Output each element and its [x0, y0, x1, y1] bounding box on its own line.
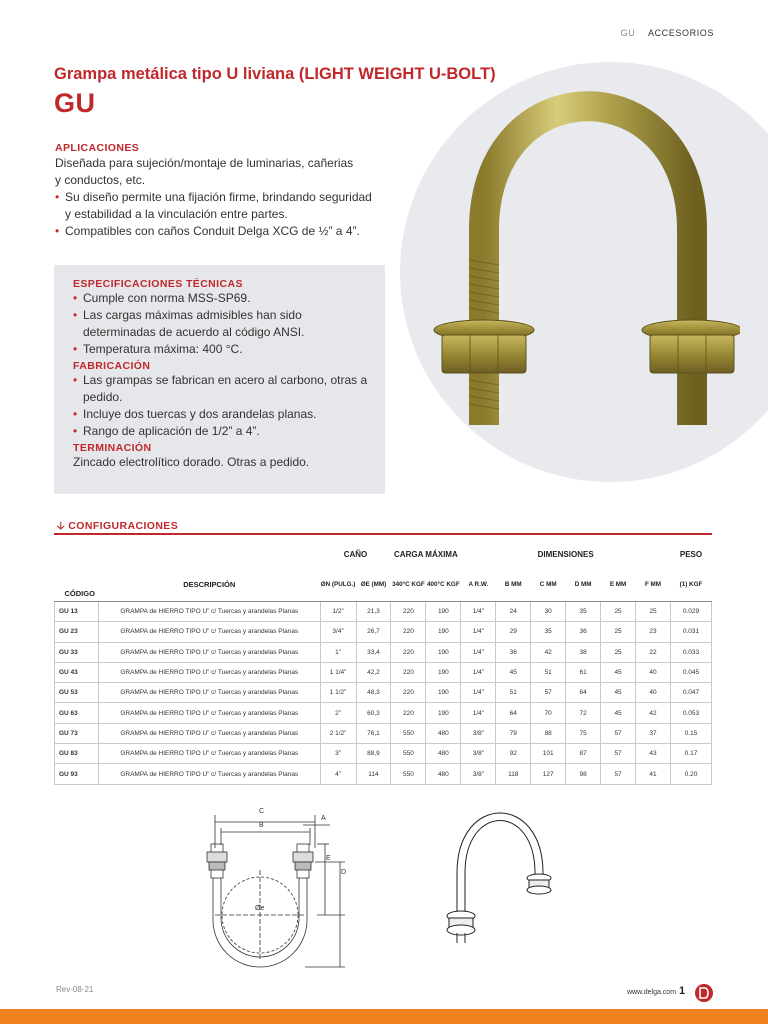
- applications-intro: [55, 155, 395, 189]
- cell-d: 72: [566, 703, 601, 723]
- cell-peso: 0.029: [670, 602, 711, 622]
- table-row: [55, 703, 712, 723]
- applications-bullet: [55, 189, 395, 223]
- cell-a: 1/4”: [461, 622, 496, 642]
- cell-desc: GRAMPA de HIERRO TIPO U” c/ Tuercas y arandelas Planas: [98, 602, 320, 622]
- cell-on: 1 1/2”: [320, 683, 356, 703]
- applications-intro-line-1: Diseñada para sujeción/montaje de luminarias, cañerias: [55, 156, 354, 170]
- cell-d: 35: [566, 602, 601, 622]
- cell-a: 3/8”: [461, 744, 496, 764]
- configurations-table-body: [55, 602, 712, 785]
- col-f: F MM: [636, 568, 671, 602]
- cell-e: 25: [601, 622, 636, 642]
- group-peso: PESO: [679, 549, 703, 559]
- spec-item: • Temperatura máxima: 400 °C.: [73, 341, 373, 358]
- cell-c400: 480: [426, 764, 461, 784]
- cell-e: 45: [601, 683, 636, 703]
- cell-b: 92: [496, 744, 531, 764]
- cell-d: 75: [566, 723, 601, 743]
- cell-desc: GRAMPA de HIERRO TIPO U” c/ Tuercas y arandelas Planas: [98, 764, 320, 784]
- cell-c400: 190: [426, 703, 461, 723]
- cell-e: 57: [601, 764, 636, 784]
- cell-c: 30: [531, 602, 566, 622]
- dim-label-a: A: [321, 815, 326, 822]
- cell-code: GU 53: [55, 683, 99, 703]
- delga-logo-mark: [695, 984, 713, 1002]
- u-bolt-3d-drawing: [435, 798, 565, 948]
- table-row: [55, 662, 712, 682]
- cell-oe: 76,1: [356, 723, 391, 743]
- cell-oe: 42,2: [356, 662, 391, 682]
- col-a: A R.W.: [461, 568, 496, 602]
- cell-code: GU 43: [55, 662, 99, 682]
- cell-code: GU 13: [55, 602, 99, 622]
- cell-on: 1”: [320, 642, 356, 662]
- cell-d: 98: [566, 764, 601, 784]
- cell-f: 37: [636, 723, 671, 743]
- cell-oe: 60,3: [356, 703, 391, 723]
- cell-b: 51: [496, 683, 531, 703]
- col-b: B MM: [496, 568, 531, 602]
- cell-a: 1/4”: [461, 642, 496, 662]
- cell-peso: 0.033: [670, 642, 711, 662]
- cell-c400: 190: [426, 642, 461, 662]
- cell-desc: GRAMPA de HIERRO TIPO U” c/ Tuercas y arandelas Planas: [98, 744, 320, 764]
- cell-c340: 220: [391, 683, 426, 703]
- cell-c400: 190: [426, 622, 461, 642]
- col-400: 400°C KGF: [426, 568, 461, 602]
- cell-c340: 220: [391, 622, 426, 642]
- cell-f: 25: [636, 602, 671, 622]
- dim-label-c: C: [259, 808, 265, 815]
- cell-c340: 220: [391, 703, 426, 723]
- fabrication-heading: FABRICACIÓN: [73, 360, 151, 372]
- cell-c340: 550: [391, 764, 426, 784]
- cell-c: 127: [531, 764, 566, 784]
- cell-on: 3”: [320, 744, 356, 764]
- cell-e: 45: [601, 703, 636, 723]
- cell-on: 2”: [320, 703, 356, 723]
- group-dimensiones: DIMENSIONES: [537, 549, 594, 559]
- col-on: ØN (PULG.): [320, 568, 356, 602]
- cell-oe: 33,4: [356, 642, 391, 662]
- applications-intro-line-2: y conductos, etc.: [55, 173, 146, 187]
- dim-label-d: D: [341, 869, 347, 876]
- cell-b: 29: [496, 622, 531, 642]
- cell-peso: 0.20: [670, 764, 711, 784]
- delga-logo-icon: [695, 984, 713, 1002]
- cell-d: 38: [566, 642, 601, 662]
- top-nav: [621, 28, 714, 38]
- cell-code: GU 23: [55, 622, 99, 642]
- applications-bullet-1-line-1: • Su diseño permite una fijación firme, brindando seguridad: [65, 190, 372, 204]
- col-e: E MM: [601, 568, 636, 602]
- cell-b: 45: [496, 662, 531, 682]
- cell-c340: 220: [391, 662, 426, 682]
- col-peso: (1) KGF: [670, 568, 711, 602]
- group-cano: CAÑO: [343, 549, 368, 559]
- cell-a: 1/4”: [461, 703, 496, 723]
- cell-peso: 0.045: [670, 662, 711, 682]
- table-row: [55, 764, 712, 784]
- cell-e: 57: [601, 723, 636, 743]
- topnav-code: GU: [620, 28, 636, 38]
- cell-c: 35: [531, 622, 566, 642]
- cell-desc: GRAMPA de HIERRO TIPO U” c/ Tuercas y arandelas Planas: [98, 622, 320, 642]
- cell-c400: 480: [426, 723, 461, 743]
- cell-c: 101: [531, 744, 566, 764]
- cell-c400: 190: [426, 602, 461, 622]
- cell-peso: 0.17: [670, 744, 711, 764]
- cell-c340: 550: [391, 744, 426, 764]
- cell-d: 87: [566, 744, 601, 764]
- cell-code: GU 73: [55, 723, 99, 743]
- finish-heading: TERMINACIÓN: [73, 442, 152, 454]
- table-row: [55, 683, 712, 703]
- cell-e: 57: [601, 744, 636, 764]
- product-code: GU: [54, 88, 96, 118]
- cell-b: 79: [496, 723, 531, 743]
- cell-d: 64: [566, 683, 601, 703]
- cell-a: 3/8”: [461, 764, 496, 784]
- u-bolt-dimension-drawing: [195, 800, 355, 970]
- cell-on: 3/4”: [320, 622, 356, 642]
- cell-b: 24: [496, 602, 531, 622]
- col-340: 340°C KGF: [391, 568, 426, 602]
- cell-f: 40: [636, 683, 671, 703]
- cell-desc: GRAMPA de HIERRO TIPO U” c/ Tuercas y arandelas Planas: [98, 723, 320, 743]
- cell-desc: GRAMPA de HIERRO TIPO U” c/ Tuercas y arandelas Planas: [98, 642, 320, 662]
- cell-f: 41: [636, 764, 671, 784]
- cell-code: GU 83: [55, 744, 99, 764]
- page-number: 1: [679, 985, 686, 997]
- cell-b: 118: [496, 764, 531, 784]
- spec-item: • Las cargas máximas admisibles han sido determinadas de acuerdo al código ANSI.: [73, 307, 373, 341]
- configurations-table: [54, 540, 712, 785]
- cell-desc: GRAMPA de HIERRO TIPO U” c/ Tuercas y arandelas Planas: [98, 683, 320, 703]
- table-row: [55, 744, 712, 764]
- cell-e: 25: [601, 602, 636, 622]
- fabrication-item: • Las grampas se fabrican en acero al carbono, otras a pedido.: [73, 372, 373, 406]
- cell-a: 1/4”: [461, 602, 496, 622]
- fabrication-item: • Incluye dos tuercas y dos arandelas planas.: [73, 406, 373, 423]
- applications-section: [55, 142, 395, 240]
- cell-oe: 21,3: [356, 602, 391, 622]
- cell-b: 64: [496, 703, 531, 723]
- cell-b: 36: [496, 642, 531, 662]
- cell-on: 1 1/4”: [320, 662, 356, 682]
- cell-f: 42: [636, 703, 671, 723]
- cell-d: 61: [566, 662, 601, 682]
- cell-on: 2 1/2”: [320, 723, 356, 743]
- table-row: [55, 622, 712, 642]
- table-row: [55, 602, 712, 622]
- cell-peso: 0.053: [670, 703, 711, 723]
- cell-e: 25: [601, 642, 636, 662]
- cell-code: GU 33: [55, 642, 99, 662]
- configurations-divider: [54, 533, 712, 535]
- cell-e: 45: [601, 662, 636, 682]
- cell-c: 57: [531, 683, 566, 703]
- product-title: Grampa metálica tipo U liviana (LIGHT WEIGHT U-BOLT): [54, 65, 496, 83]
- cell-c: 42: [531, 642, 566, 662]
- cell-f: 22: [636, 642, 671, 662]
- revision-label: Rev-08-21: [56, 985, 94, 994]
- cell-oe: 48,3: [356, 683, 391, 703]
- cell-a: 1/4”: [461, 662, 496, 682]
- bottom-accent-bar: [0, 1009, 768, 1024]
- dim-label-e: E: [326, 855, 331, 862]
- cell-c340: 220: [391, 602, 426, 622]
- cell-f: 23: [636, 622, 671, 642]
- configurations-heading-label: CONFIGURACIONES: [68, 520, 179, 532]
- u-bolt-photo: [420, 85, 740, 430]
- cell-desc: GRAMPA de HIERRO TIPO U” c/ Tuercas y arandelas Planas: [98, 703, 320, 723]
- specifications-box: [54, 265, 385, 494]
- cell-c: 70: [531, 703, 566, 723]
- col-oe: ØE (MM): [356, 568, 391, 602]
- applications-bullet-1-line-2: y estabilidad a la vinculación entre partes.: [65, 207, 288, 221]
- dim-label-b: B: [259, 822, 264, 829]
- table-row: [55, 723, 712, 743]
- cell-code: GU 63: [55, 703, 99, 723]
- applications-bullet: • Compatibles con caños Conduit Delga XCG de ½” a 4”.: [55, 223, 395, 240]
- col-codigo: CÓDIGO: [55, 568, 99, 602]
- cell-c400: 190: [426, 662, 461, 682]
- dim-label-oe: Øe: [255, 905, 265, 912]
- cell-on: 4”: [320, 764, 356, 784]
- col-d: D MM: [566, 568, 601, 602]
- group-carga: CARGA MÁXIMA: [394, 549, 458, 559]
- cell-c340: 550: [391, 723, 426, 743]
- cell-desc: GRAMPA de HIERRO TIPO U” c/ Tuercas y arandelas Planas: [98, 662, 320, 682]
- website-link[interactable]: www.delga.com: [627, 989, 677, 996]
- arrow-down-icon: 🡣: [57, 520, 65, 532]
- col-c: C MM: [531, 568, 566, 602]
- cell-a: 3/8”: [461, 723, 496, 743]
- cell-peso: 0.047: [670, 683, 711, 703]
- cell-c400: 190: [426, 683, 461, 703]
- specs-heading: ESPECIFICACIONES TÉCNICAS: [73, 278, 243, 290]
- col-descripcion: DESCRIPCIÓN: [98, 568, 320, 602]
- cell-c: 88: [531, 723, 566, 743]
- cell-c400: 480: [426, 744, 461, 764]
- cell-f: 40: [636, 662, 671, 682]
- cell-peso: 0.15: [670, 723, 711, 743]
- applications-heading: APLICACIONES: [55, 142, 140, 154]
- cell-code: GU 93: [55, 764, 99, 784]
- cell-c340: 220: [391, 642, 426, 662]
- cell-peso: 0.031: [670, 622, 711, 642]
- topnav-section: ACCESORIOS: [647, 28, 714, 38]
- fabrication-item: • Rango de aplicación de 1/2” a 4”.: [73, 423, 373, 440]
- cell-d: 36: [566, 622, 601, 642]
- cell-oe: 114: [356, 764, 391, 784]
- finish-text: Zincado electrolítico dorado. Otras a pedido.: [73, 455, 310, 469]
- cell-f: 43: [636, 744, 671, 764]
- cell-on: 1/2”: [320, 602, 356, 622]
- spec-item: • Cumple con norma MSS-SP69.: [73, 290, 373, 307]
- cell-oe: 26,7: [356, 622, 391, 642]
- cell-a: 1/4”: [461, 683, 496, 703]
- table-row: [55, 642, 712, 662]
- cell-c: 51: [531, 662, 566, 682]
- cell-oe: 88,9: [356, 744, 391, 764]
